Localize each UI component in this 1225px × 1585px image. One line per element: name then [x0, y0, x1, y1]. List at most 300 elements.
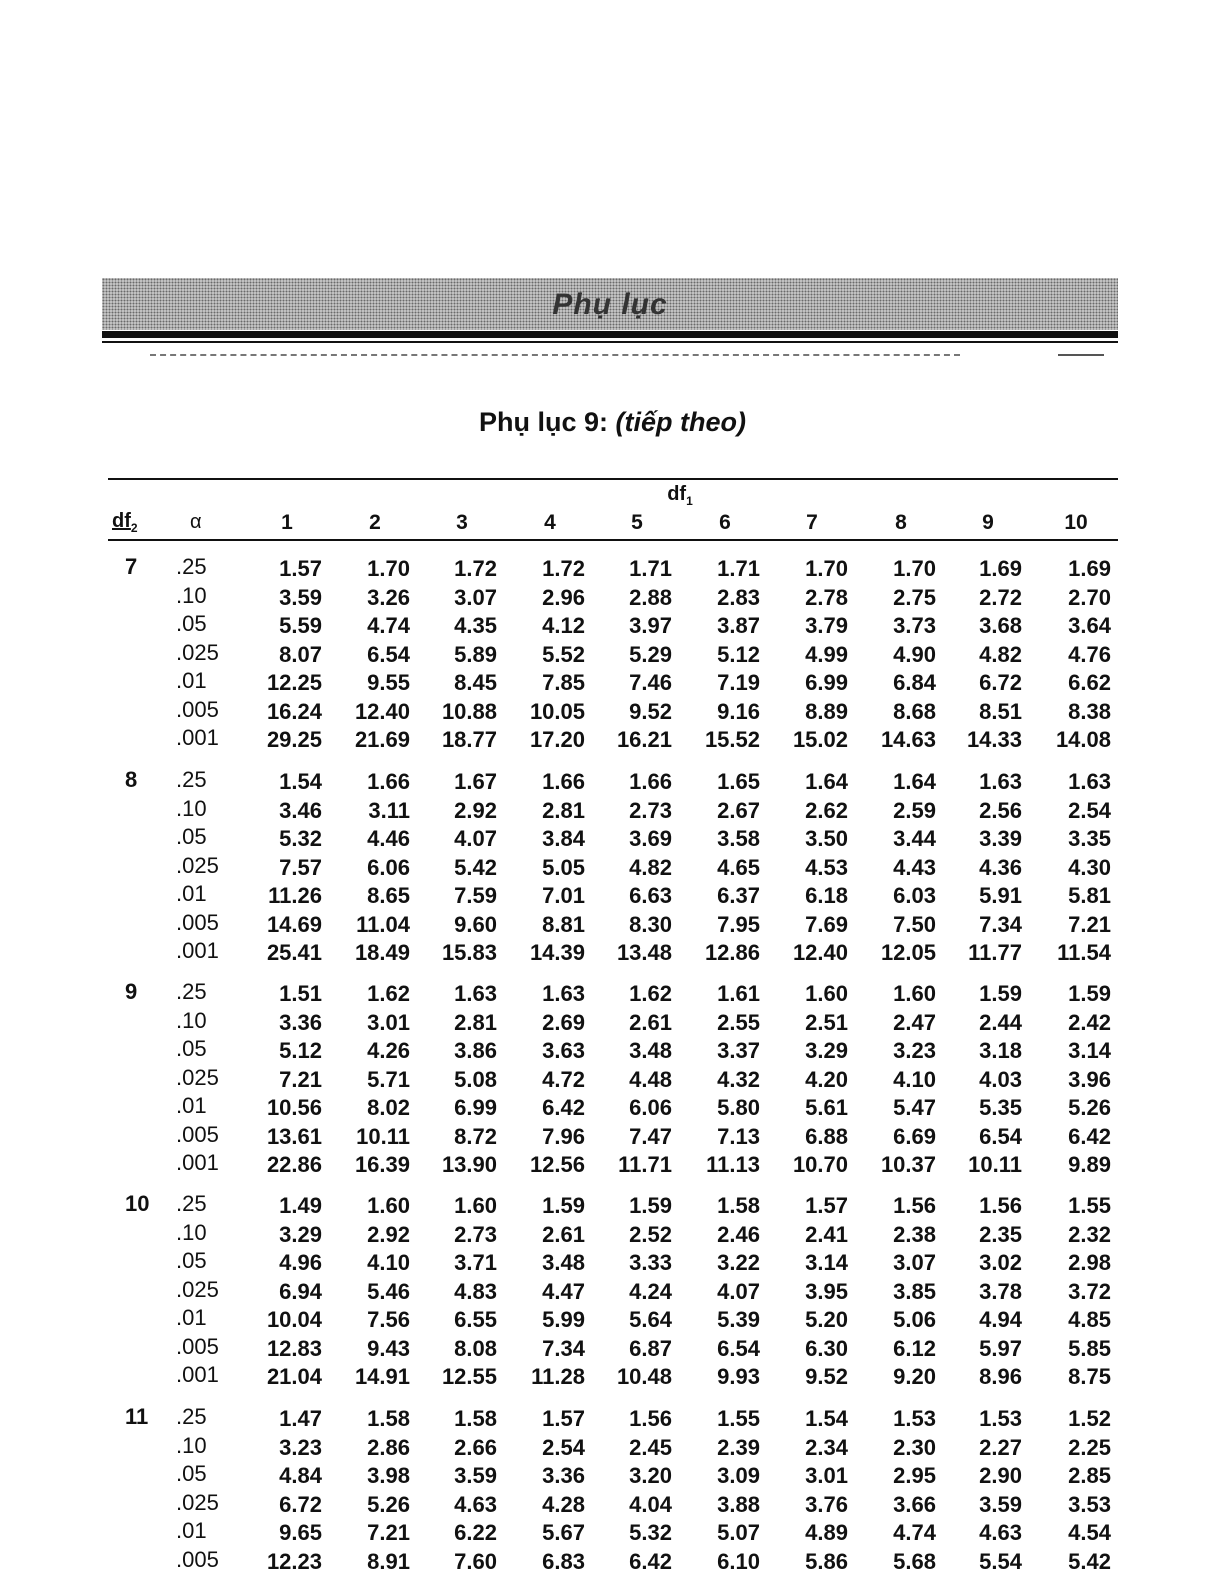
- table-cell: 2.44: [979, 1010, 1022, 1035]
- table-cell: 5.80: [717, 1095, 760, 1120]
- alpha-value: .10: [176, 583, 207, 608]
- table-cell: 3.86: [454, 1038, 497, 1063]
- table-cell: 6.54: [367, 642, 410, 667]
- table-cell: 1.63: [1068, 769, 1111, 794]
- table-cell: 4.03: [979, 1067, 1022, 1092]
- table-cell: 4.36: [979, 855, 1022, 880]
- table-cell: 3.23: [279, 1435, 322, 1460]
- table-cell: 8.91: [367, 1549, 410, 1574]
- table-cell: 6.42: [629, 1549, 672, 1574]
- table-cell: 8.75: [1068, 1364, 1111, 1389]
- alpha-value: .25: [176, 767, 207, 792]
- table-cell: 5.26: [367, 1492, 410, 1517]
- column-header-8: 8: [895, 511, 907, 534]
- table-cell: 1.60: [893, 981, 936, 1006]
- table-cell: 4.65: [717, 855, 760, 880]
- table-cell: 1.63: [454, 981, 497, 1006]
- table-cell: 6.55: [454, 1307, 497, 1332]
- alpha-value: .001: [176, 1362, 219, 1387]
- table-cell: 2.46: [717, 1222, 760, 1247]
- table-cell: 3.88: [717, 1492, 760, 1517]
- table-cell: 9.52: [629, 699, 672, 724]
- table-cell: 4.07: [717, 1279, 760, 1304]
- table-cell: 2.42: [1068, 1010, 1111, 1035]
- table-cell: 7.21: [1068, 912, 1111, 937]
- table-cell: 8.81: [542, 912, 585, 937]
- table-cell: 5.29: [629, 642, 672, 667]
- table-cell: 3.07: [893, 1250, 936, 1275]
- table-cell: 1.67: [454, 769, 497, 794]
- table-cell: 22.86: [266, 1152, 322, 1177]
- page-title-main: Phụ lục 9:: [478, 407, 608, 437]
- table-cell: 2.47: [893, 1010, 936, 1035]
- table-cell: 2.95: [893, 1463, 936, 1488]
- df1-subscript: 1: [686, 494, 693, 508]
- alpha-value: .025: [176, 853, 219, 878]
- table-cell: 7.13: [717, 1124, 760, 1149]
- table-cell: 3.14: [805, 1250, 848, 1275]
- table-cell: 8.51: [979, 699, 1022, 724]
- table-cell: 2.66: [454, 1435, 497, 1460]
- table-cell: 2.52: [629, 1222, 672, 1247]
- table-cell: 6.03: [893, 883, 936, 908]
- table-cell: 1.60: [454, 1193, 497, 1218]
- table-cell: 6.54: [717, 1336, 760, 1361]
- column-header-3: 3: [456, 511, 468, 534]
- table-cell: 11.26: [268, 883, 322, 908]
- table-cell: 9.16: [717, 699, 760, 724]
- table-cell: 7.60: [454, 1549, 497, 1574]
- table-cell: 10.11: [968, 1152, 1022, 1177]
- table-cell: 2.73: [454, 1222, 497, 1247]
- table-cell: 1.72: [454, 556, 497, 581]
- table-cell: 8.07: [279, 642, 322, 667]
- table-cell: 3.66: [893, 1492, 936, 1517]
- table-cell: 3.33: [629, 1250, 672, 1275]
- table-cell: 18.77: [441, 727, 497, 752]
- alpha-value: .10: [176, 1433, 207, 1458]
- table-cell: 3.20: [629, 1463, 672, 1488]
- table-cell: 3.36: [542, 1463, 585, 1488]
- alpha-value: .05: [176, 1248, 207, 1273]
- alpha-value: .05: [176, 824, 207, 849]
- table-cell: 4.24: [629, 1279, 672, 1304]
- table-cell: 2.34: [805, 1435, 848, 1460]
- alpha-value: .025: [176, 640, 219, 665]
- table-cell: 8.08: [454, 1336, 497, 1361]
- table-cell: 3.53: [1068, 1492, 1111, 1517]
- df2-value: 7: [125, 554, 138, 579]
- table-cell: 6.54: [979, 1124, 1022, 1149]
- table-cell: 4.82: [979, 642, 1022, 667]
- alpha-label: α: [190, 511, 202, 533]
- table-cell: 1.71: [717, 556, 760, 581]
- alpha-value: .005: [176, 1122, 219, 1147]
- table-cell: 3.73: [893, 613, 936, 638]
- table-cell: 1.66: [542, 769, 585, 794]
- table-cell: 14.63: [880, 727, 936, 752]
- table-cell: 15.02: [792, 727, 848, 752]
- table-cell: 1.66: [367, 769, 410, 794]
- table-cell: 3.11: [368, 798, 410, 823]
- table-cell: 5.20: [805, 1307, 848, 1332]
- table-cell: 6.83: [542, 1549, 585, 1574]
- table-cell: 5.12: [279, 1038, 322, 1063]
- table-cell: 8.45: [454, 670, 497, 695]
- df2-value: 8: [125, 767, 138, 792]
- table-cell: 8.96: [979, 1364, 1022, 1389]
- table-cell: 1.64: [805, 769, 848, 794]
- table-cell: 1.71: [629, 556, 672, 581]
- table-cell: 14.08: [1055, 727, 1111, 752]
- table-cell: 7.34: [979, 912, 1022, 937]
- table-cell: 14.69: [266, 912, 322, 937]
- table-cell: 4.72: [542, 1067, 585, 1092]
- table-cell: 1.64: [893, 769, 936, 794]
- table-cell: 3.59: [454, 1463, 497, 1488]
- table-cell: 6.99: [805, 670, 848, 695]
- table-cell: 7.46: [629, 670, 672, 695]
- table-cell: 1.69: [979, 556, 1022, 581]
- table-cell: 4.20: [805, 1067, 848, 1092]
- table-cell: 12.55: [441, 1364, 497, 1389]
- alpha-value: .01: [176, 668, 207, 693]
- table-cell: 13.48: [616, 940, 672, 965]
- table-cell: 12.23: [266, 1549, 322, 1574]
- table-cell: 7.57: [279, 855, 322, 880]
- df2-text: df: [112, 510, 131, 532]
- table-cell: 4.32: [717, 1067, 760, 1092]
- table-cell: 3.26: [367, 585, 410, 610]
- table-cell: 3.48: [629, 1038, 672, 1063]
- table-cell: 6.42: [1068, 1124, 1111, 1149]
- table-cell: 2.78: [805, 585, 848, 610]
- table-cell: 10.70: [792, 1152, 848, 1177]
- table-cell: 7.47: [629, 1124, 672, 1149]
- table-cell: 8.38: [1068, 699, 1111, 724]
- table-cell: 1.60: [805, 981, 848, 1006]
- table-cell: 1.55: [1068, 1193, 1111, 1218]
- table-cell: 2.96: [542, 585, 585, 610]
- alpha-value: .001: [176, 1150, 219, 1175]
- table-cell: 5.71: [367, 1067, 410, 1092]
- table-cell: 1.57: [805, 1193, 848, 1218]
- table-cell: 4.12: [542, 613, 585, 638]
- table-cell: 9.65: [279, 1520, 322, 1545]
- table-cell: 1.59: [1068, 981, 1111, 1006]
- table-cell: 12.83: [266, 1336, 322, 1361]
- table-cell: 3.36: [279, 1010, 322, 1035]
- table-cell: 6.99: [454, 1095, 497, 1120]
- alpha-value: .005: [176, 1547, 219, 1572]
- table-cell: 4.26: [367, 1038, 410, 1063]
- table-cell: 2.45: [629, 1435, 672, 1460]
- table-cell: 5.64: [629, 1307, 672, 1332]
- table-cell: 5.08: [454, 1067, 497, 1092]
- table-cell: 5.68: [893, 1549, 936, 1574]
- table-cell: 6.84: [893, 670, 936, 695]
- table-cell: 10.48: [616, 1364, 672, 1389]
- table-cell: 8.30: [629, 912, 672, 937]
- table-cell: 5.85: [1068, 1336, 1111, 1361]
- table-cell: 3.14: [1068, 1038, 1111, 1063]
- table-cell: 3.69: [629, 826, 672, 851]
- alpha-value: .10: [176, 1220, 207, 1245]
- table-cell: 5.07: [717, 1520, 760, 1545]
- table-cell: 8.65: [367, 883, 410, 908]
- table-cell: 8.02: [367, 1095, 410, 1120]
- table-cell: 5.26: [1068, 1095, 1111, 1120]
- table-cell: 2.32: [1068, 1222, 1111, 1247]
- table-cell: 12.05: [880, 940, 936, 965]
- table-cell: 7.19: [717, 670, 760, 695]
- table-cell: 3.58: [717, 826, 760, 851]
- table-cell: 1.59: [542, 1193, 585, 1218]
- table-cell: 6.62: [1068, 670, 1111, 695]
- table-cell: 1.56: [979, 1193, 1022, 1218]
- table-cell: 3.71: [454, 1250, 497, 1275]
- table-cell: 12.86: [704, 940, 760, 965]
- table-cell: 2.92: [454, 798, 497, 823]
- alpha-value: .001: [176, 725, 219, 750]
- alpha-value: .01: [176, 881, 207, 906]
- table-cell: 29.25: [266, 727, 322, 752]
- table-cell: 6.30: [805, 1336, 848, 1361]
- table-cell: 2.25: [1068, 1435, 1111, 1460]
- table-cell: 1.70: [893, 556, 936, 581]
- table-cell: 1.57: [279, 556, 322, 581]
- df2-subscript: 2: [130, 521, 138, 535]
- alpha-value: .005: [176, 697, 219, 722]
- table-cell: 3.01: [805, 1463, 848, 1488]
- table-cell: 4.43: [893, 855, 936, 880]
- alpha-value: .25: [176, 979, 207, 1004]
- table-cell: 5.39: [717, 1307, 760, 1332]
- alpha-value: .001: [176, 938, 219, 963]
- table-cell: 7.21: [279, 1067, 322, 1092]
- table-cell: 4.63: [979, 1520, 1022, 1545]
- table-cell: 2.69: [542, 1010, 585, 1035]
- table-cell: 6.06: [367, 855, 410, 880]
- table-cell: 5.42: [454, 855, 497, 880]
- table-cell: 8.72: [454, 1124, 497, 1149]
- table-cell: 2.38: [893, 1222, 936, 1247]
- table-cell: 7.59: [454, 883, 497, 908]
- table-cell: 7.50: [893, 912, 936, 937]
- column-header-9: 9: [982, 511, 994, 534]
- table-cell: 7.21: [367, 1520, 410, 1545]
- table-cell: 12.25: [266, 670, 322, 695]
- table-cell: 9.60: [454, 912, 497, 937]
- table-cell: 2.51: [805, 1010, 848, 1035]
- table-cell: 16.21: [616, 727, 672, 752]
- table-cell: 3.37: [717, 1038, 760, 1063]
- table-cell: 5.86: [805, 1549, 848, 1574]
- table-cell: 3.09: [717, 1463, 760, 1488]
- table-cell: 7.01: [542, 883, 585, 908]
- table-cell: 10.37: [880, 1152, 936, 1177]
- table-cell: 1.54: [805, 1406, 848, 1431]
- table-cell: 3.29: [279, 1222, 322, 1247]
- table-cell: 3.02: [979, 1250, 1022, 1275]
- df2-value: 11: [125, 1404, 149, 1429]
- table-cell: 9.89: [1068, 1152, 1111, 1177]
- alpha-value: .005: [176, 1334, 219, 1359]
- column-header-10: 10: [1064, 511, 1088, 534]
- table-cell: 4.99: [805, 642, 848, 667]
- table-cell: 2.67: [717, 798, 760, 823]
- table-cell: 2.54: [542, 1435, 585, 1460]
- table-cell: 1.47: [279, 1406, 322, 1431]
- table-cell: 4.47: [542, 1279, 585, 1304]
- table-cell: 3.50: [805, 826, 848, 851]
- table-cell: 4.35: [454, 613, 497, 638]
- table-cell: 14.39: [529, 940, 585, 965]
- table-cell: 18.49: [354, 940, 410, 965]
- table-cell: 3.39: [979, 826, 1022, 851]
- table-cell: 15.52: [704, 727, 760, 752]
- table-cell: 4.07: [454, 826, 497, 851]
- table-cell: 12.56: [529, 1152, 585, 1177]
- table-cell: 1.58: [367, 1406, 410, 1431]
- table-cell: 4.90: [893, 642, 936, 667]
- table-cell: 2.86: [367, 1435, 410, 1460]
- table-cell: 4.74: [893, 1520, 936, 1545]
- table-cell: 2.83: [717, 585, 760, 610]
- table-cell: 2.61: [629, 1010, 672, 1035]
- table-cell: 1.49: [279, 1193, 322, 1218]
- table-cell: 1.59: [629, 1193, 672, 1218]
- alpha-value: .01: [176, 1093, 207, 1118]
- table-cell: 2.73: [629, 798, 672, 823]
- alpha-value: .10: [176, 1008, 207, 1033]
- column-header-1: 1: [281, 511, 293, 534]
- table-cell: 4.84: [279, 1463, 322, 1488]
- table-cell: 3.78: [979, 1279, 1022, 1304]
- table-cell: 3.29: [805, 1038, 848, 1063]
- table-cell: 1.69: [1068, 556, 1111, 581]
- table-cell: 6.06: [629, 1095, 672, 1120]
- table-cell: 5.89: [454, 642, 497, 667]
- table-cell: 5.52: [542, 642, 585, 667]
- table-cell: 1.66: [629, 769, 672, 794]
- table-cell: 6.88: [805, 1124, 848, 1149]
- table-cell: 1.56: [629, 1406, 672, 1431]
- column-header-5: 5: [631, 511, 643, 534]
- table-cell: 5.46: [367, 1279, 410, 1304]
- table-cell: 4.54: [1068, 1520, 1111, 1545]
- table-cell: 2.85: [1068, 1463, 1111, 1488]
- table-cell: 8.68: [893, 699, 936, 724]
- table-cell: 3.68: [979, 613, 1022, 638]
- header-title: Phụ lục: [552, 288, 668, 321]
- table-cell: 11.71: [618, 1152, 672, 1177]
- table-cell: 2.92: [367, 1222, 410, 1247]
- table-cell: 2.55: [717, 1010, 760, 1035]
- table-cell: 7.96: [542, 1124, 585, 1149]
- table-cell: 5.54: [979, 1549, 1022, 1574]
- table-cell: 3.01: [367, 1010, 410, 1035]
- table-cell: 13.61: [266, 1124, 322, 1149]
- table-cell: 3.44: [893, 826, 936, 851]
- table-cell: 1.59: [979, 981, 1022, 1006]
- table-cell: 6.72: [979, 670, 1022, 695]
- table-cell: 1.70: [367, 556, 410, 581]
- table-cell: 7.85: [542, 670, 585, 695]
- table-cell: 4.89: [805, 1520, 848, 1545]
- alpha-value: .05: [176, 611, 207, 636]
- table-cell: 3.22: [717, 1250, 760, 1275]
- table-cell: 6.87: [629, 1336, 672, 1361]
- table-cell: 3.76: [805, 1492, 848, 1517]
- table-cell: 2.81: [542, 798, 585, 823]
- table-cell: 4.53: [805, 855, 848, 880]
- table-cell: 3.59: [279, 585, 322, 610]
- table-cell: 2.41: [805, 1222, 848, 1247]
- table-cell: 6.10: [717, 1549, 760, 1574]
- table-cell: 17.20: [529, 727, 585, 752]
- table-cell: 1.54: [279, 769, 322, 794]
- table-cell: 7.56: [367, 1307, 410, 1332]
- df2-value: 10: [125, 1191, 150, 1216]
- table-cell: 4.82: [629, 855, 672, 880]
- alpha-value: .10: [176, 796, 207, 821]
- table-cell: 21.69: [354, 727, 410, 752]
- table-cell: 2.61: [542, 1222, 585, 1247]
- table-cell: 2.62: [805, 798, 848, 823]
- table-cell: 13.90: [441, 1152, 497, 1177]
- table-cell: 8.89: [805, 699, 848, 724]
- table-cell: 14.33: [966, 727, 1022, 752]
- table-cell: 3.98: [367, 1463, 410, 1488]
- table-cell: 4.30: [1068, 855, 1111, 880]
- table-cell: 5.12: [717, 642, 760, 667]
- table-cell: 1.62: [367, 981, 410, 1006]
- table-cell: 3.72: [1068, 1279, 1111, 1304]
- table-cell: 9.20: [893, 1364, 936, 1389]
- table-cell: 12.40: [354, 699, 410, 724]
- table-cell: 2.88: [629, 585, 672, 610]
- table-cell: 3.87: [717, 613, 760, 638]
- table-cell: 2.72: [979, 585, 1022, 610]
- table-cell: 1.72: [542, 556, 585, 581]
- table-cell: 4.74: [367, 613, 410, 638]
- table-cell: 1.52: [1068, 1406, 1111, 1431]
- table-cell: 5.32: [629, 1520, 672, 1545]
- table-cell: 6.22: [454, 1520, 497, 1545]
- table-cell: 3.35: [1068, 826, 1111, 851]
- table-cell: 5.05: [542, 855, 585, 880]
- table-cell: 1.58: [717, 1193, 760, 1218]
- table-cell: 3.64: [1068, 613, 1111, 638]
- table-cell: 5.91: [979, 883, 1022, 908]
- table-cell: 11.04: [356, 912, 410, 937]
- alpha-value: .25: [176, 1404, 207, 1429]
- alpha-value: .05: [176, 1036, 207, 1061]
- alpha-value: .005: [176, 910, 219, 935]
- table-cell: 5.59: [279, 613, 322, 638]
- table-cell: 3.59: [979, 1492, 1022, 1517]
- table-cell: 2.75: [893, 585, 936, 610]
- table-cell: 5.61: [805, 1095, 848, 1120]
- table-cell: 1.70: [805, 556, 848, 581]
- table-cell: 11.13: [706, 1152, 760, 1177]
- table-cell: 9.52: [805, 1364, 848, 1389]
- table-cell: 4.10: [367, 1250, 410, 1275]
- table-cell: 2.35: [979, 1222, 1022, 1247]
- table-cell: 5.42: [1068, 1549, 1111, 1574]
- table-cell: 5.67: [542, 1520, 585, 1545]
